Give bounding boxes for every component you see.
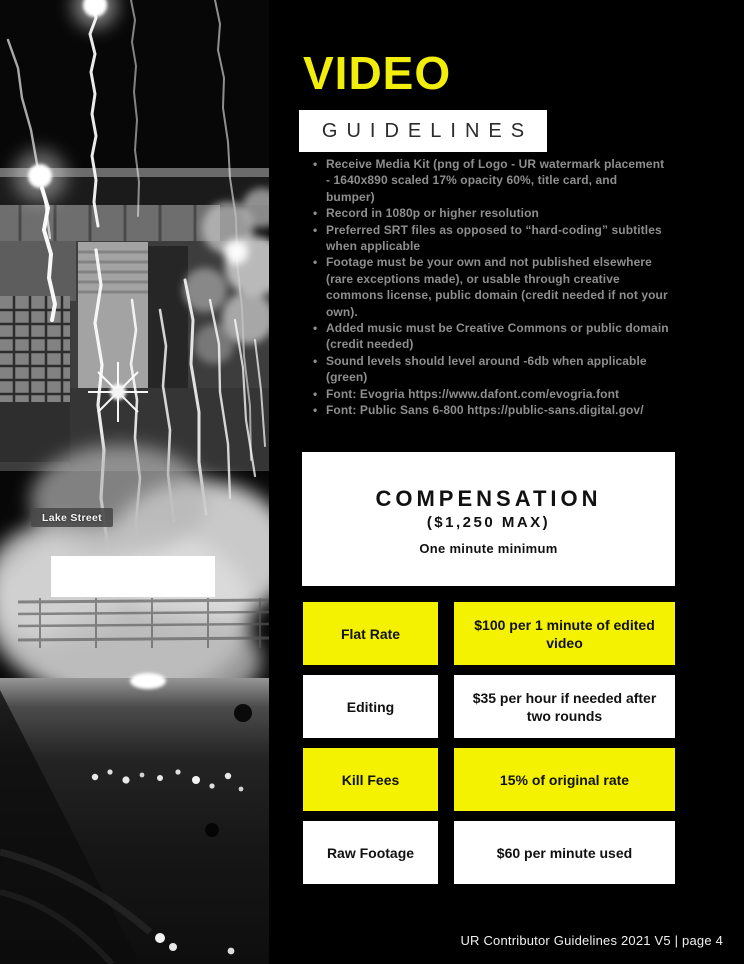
guideline-item: • Font: Evogria https://www.dafont.com/evogria.font [313, 386, 669, 402]
street-sign: Lake Street [31, 508, 113, 527]
rate-label: Flat Rate [303, 602, 438, 665]
rate-value: $60 per minute used [454, 821, 675, 884]
rate-label: Raw Footage [303, 821, 438, 884]
rate-value: $100 per 1 minute of edited video [454, 602, 675, 665]
redaction-box [51, 556, 215, 597]
content-panel [269, 0, 744, 964]
guideline-item: • Record in 1080p or higher resolution [313, 205, 669, 221]
rate-value: 15% of original rate [454, 748, 675, 811]
rate-table [303, 602, 675, 884]
guideline-item: • Preferred SRT files as opposed to “hard-coding” subtitles when applicable [313, 222, 669, 255]
guideline-item: • Sound levels should level around -6db when applicable (green) [313, 353, 669, 386]
fireworks-photo-art [0, 0, 269, 964]
compensation-heading: COMPENSATION [375, 486, 602, 511]
guideline-item: • Added music must be Creative Commons or public domain (credit needed) [313, 320, 669, 353]
street [0, 673, 269, 964]
guideline-item: • Footage must be your own and not published elsewhere (rare exceptions made), or usable through creative commons license, public domain (credit needed if not your own). [313, 254, 669, 320]
rate-value: $35 per hour if needed after two rounds [454, 675, 675, 738]
page-footer: UR Contributor Guidelines 2021 V5 | page 4 [460, 933, 723, 948]
page-title: VIDEO [303, 47, 452, 99]
compensation-max: ($1,250 MAX) [426, 514, 551, 531]
page-subtitle: GUIDELINES [299, 110, 547, 152]
guideline-item: • Font: Public Sans 6-800 https://public-sans.digital.gov/ [313, 402, 669, 418]
rate-label: Editing [303, 675, 438, 738]
fireworks-photo [0, 0, 269, 964]
guidelines-list [313, 156, 669, 419]
rate-label: Kill Fees [303, 748, 438, 811]
compensation-box [302, 452, 675, 586]
guideline-item: • Receive Media Kit (png of Logo - UR watermark placement - 1640x890 scaled 17% opacity 60%, title card, and bumper) [313, 156, 669, 205]
compensation-minimum: One minute minimum [419, 541, 558, 556]
